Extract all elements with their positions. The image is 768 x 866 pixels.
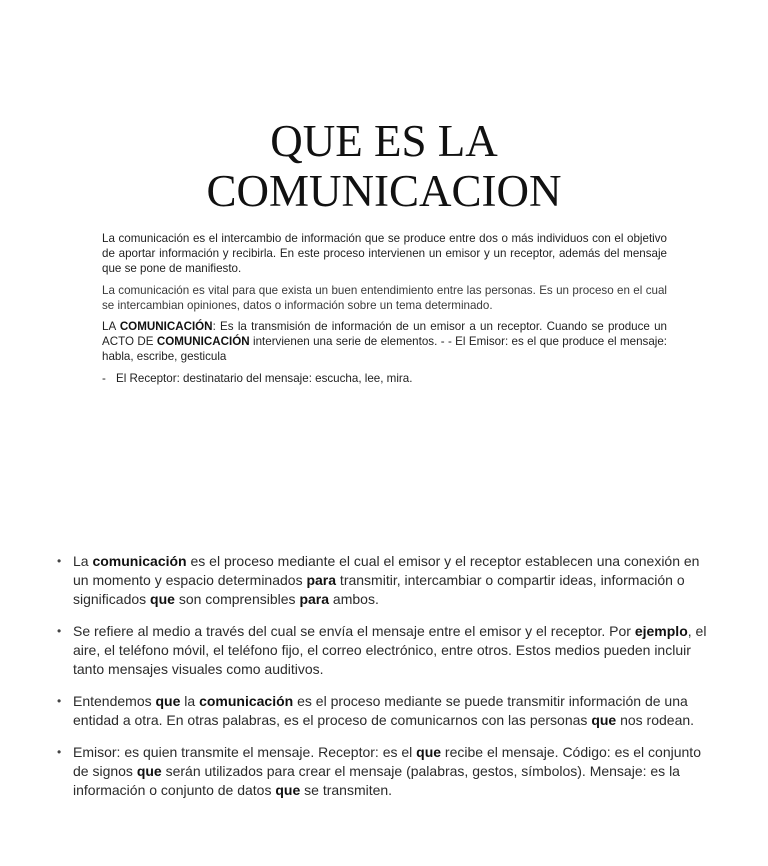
text-span: Emisor: es quien transmite el mensaje. Receptor: es el [73, 744, 417, 760]
page-title [0, 116, 768, 216]
bold-term: ejemplo [634, 623, 688, 639]
list-item [55, 743, 715, 800]
text-span: se transmiten. [300, 782, 393, 798]
intro-paragraph-2: La comunicación es vital para que exista un buen entendimiento entre las personas. Es un proceso en el cual se intercambian opiniones, datos o información sobre un tema determinado. [102, 283, 667, 312]
text-span: son comprensibles [174, 591, 300, 607]
bullet-marker: • [57, 694, 62, 708]
text-span: transmitir, intercambiar o compartir ideas, información o significados [73, 572, 685, 607]
bold-term: para [306, 572, 337, 588]
intro-paragraph-1: La comunicación es el intercambio de información que se produce entre dos o más individuos con el objetivo de aportar información y recibirla. En este proceso intervienen un emisor y un receptor, además del mensaje que se pone de manifiesto. [102, 232, 667, 276]
text-span: Se refiere al medio a través del cual se envía el mensaje entre el emisor y el receptor. Por [73, 623, 635, 639]
intro-paragraph-3 [102, 319, 667, 365]
text-span: intervienen una serie de elementos. - - El Emisor: es el que produce el mensaje: habla, escribe, gesticula [102, 335, 668, 364]
text-span: Entendemos [73, 693, 156, 709]
bold-term: que [150, 591, 175, 607]
bold-term: comunicación [199, 693, 294, 709]
dash-marker: - [102, 371, 106, 385]
text-span: la [180, 693, 200, 709]
text-span: recibe el mensaje. Código: es el conjunto de signos [73, 744, 701, 779]
intro-section [102, 231, 667, 392]
bold-term: que [275, 782, 301, 798]
bold-term: para [299, 591, 330, 607]
bold-term: que [155, 693, 181, 709]
text-span: La [73, 553, 93, 569]
text-span: ambos. [329, 591, 379, 607]
text-span: serán utilizados para crear el mensaje (palabras, gestos, símbolos). Mensaje: es la información o conjunto de datos [73, 763, 680, 798]
bold-term: comunicación [92, 553, 187, 569]
bullet-marker: • [57, 554, 62, 568]
intro-paragraph-4 [102, 371, 667, 386]
text-span: El Receptor: destinatario del mensaje: escucha, lee, mira. [116, 371, 413, 385]
title-line-2: COMUNICACION [206, 166, 562, 216]
list-item [55, 622, 715, 679]
list-item [55, 692, 715, 730]
text-span: es el proceso mediante se puede transmitir información de una entidad a otra. En otras palabras, es el proceso de comunicarnos con las personas [73, 693, 688, 728]
bold-term: COMUNICACIÓN [119, 320, 213, 334]
bullet-marker: • [57, 624, 62, 638]
text-span: : Es la transmisión de información de un emisor a un receptor. Cuando se produce un ACTO DE [102, 320, 667, 349]
bold-term: que [416, 744, 442, 760]
bold-term: que [591, 712, 617, 728]
text-span: , el aire, el teléfono móvil, el teléfono fijo, el correo electrónico, entre otros. Estos medios pueden incluir tanto mensajes visuales como auditivos. [73, 623, 707, 677]
text-span: LA [102, 320, 120, 334]
text-span: es el proceso mediante el cual el emisor y el receptor establecen una conexión en un momento y espacio determinados [73, 553, 700, 588]
list-item [55, 552, 715, 609]
bullet-marker: • [57, 745, 62, 759]
title-line-1: QUE ES LA [270, 116, 498, 166]
text-span: nos rodean. [616, 712, 695, 728]
bullet-list [55, 552, 715, 813]
bold-term: que [136, 763, 162, 779]
bold-term: COMUNICACIÓN [156, 335, 250, 349]
